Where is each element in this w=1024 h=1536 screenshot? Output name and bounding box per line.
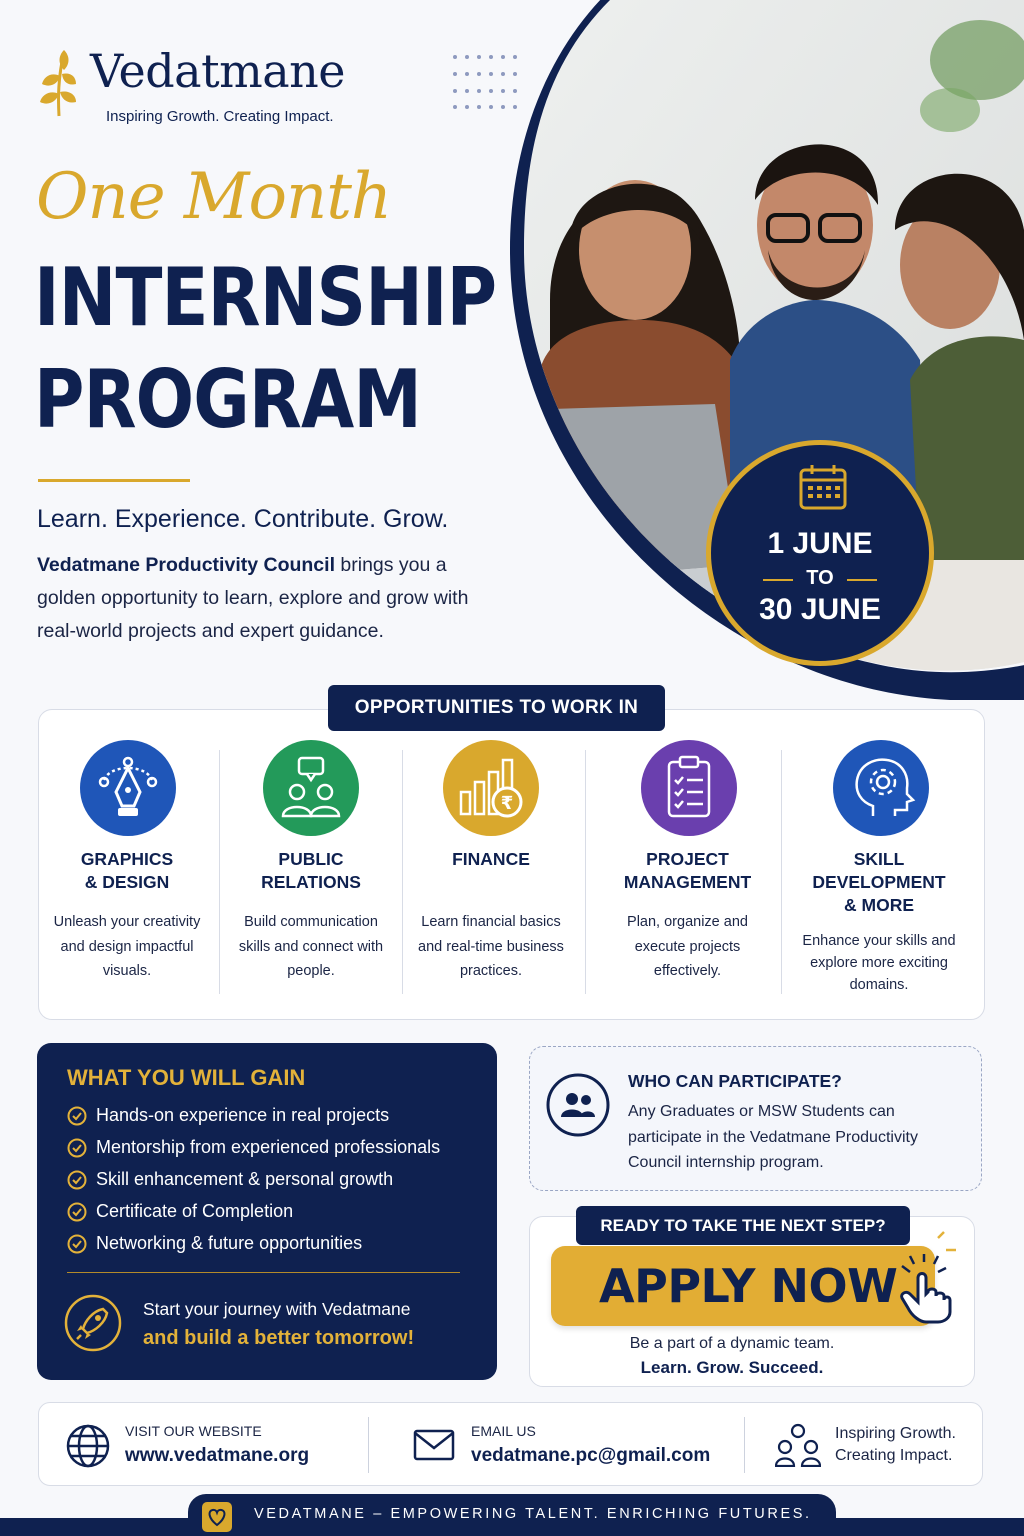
title-underline (38, 479, 190, 482)
brand-name: Vedatmane (90, 44, 345, 98)
date-end: 30 JUNE (759, 593, 881, 626)
opportunity-skill-development (796, 740, 962, 1000)
journey-highlight: and build a better tomorrow! (143, 1327, 415, 1349)
check-circle-icon (67, 1234, 87, 1254)
opportunity-project-management (600, 740, 775, 1000)
gain-item (67, 1231, 487, 1257)
opportunity-description: Enhance your skills and explore more exciting domains. (802, 933, 956, 993)
intro-org-name: Vedatmane Productivity Council (37, 554, 335, 576)
date-to-label: TO (806, 567, 834, 589)
gain-item (67, 1167, 487, 1193)
opportunity-title-line: PUBLIC (278, 849, 344, 869)
opportunity-title-line: & DESIGN (84, 872, 170, 892)
opportunity-title-line: DEVELOPMENT (812, 872, 946, 892)
intro-paragraph (37, 549, 507, 648)
website-link[interactable]: www.vedatmane.org (125, 1445, 310, 1466)
rocket-icon (63, 1293, 123, 1353)
eligibility-description: Any Graduates or MSW Students can participate in the Vedatmane Productivity Council internship program. (628, 1103, 918, 1171)
opportunities-heading: OPPORTUNITIES TO WORK IN (328, 685, 665, 731)
opportunity-title-line: GRAPHICS (80, 849, 174, 869)
finance-chart-icon (443, 740, 539, 836)
apply-subtext: Be a part of a dynamic team. (629, 1335, 835, 1352)
opportunity-title-line: PROJECT (646, 849, 729, 869)
website-label: VISIT OUR WEBSITE (125, 1423, 262, 1439)
gain-item (67, 1103, 487, 1129)
date-badge (706, 440, 934, 666)
opportunity-title (600, 848, 775, 894)
footer-banner (188, 1494, 836, 1536)
column-divider (781, 750, 782, 994)
intro-text: brings you a golden opportunity to learn, explore and grow with real-world projects and expert guidance. (37, 554, 469, 642)
date-separator (763, 567, 877, 593)
opportunity-description: Unleash your creativity and design impactful visuals. (53, 914, 201, 979)
gain-divider (67, 1272, 460, 1273)
opportunity-title-line: SKILL (853, 849, 905, 869)
opportunity-title-line: FINANCE (452, 849, 530, 869)
head-gear-icon (833, 740, 929, 836)
contact-tagline-line: Creating Impact. (835, 1447, 953, 1464)
title-program: PROGRAM (34, 353, 422, 446)
people-group-icon (775, 1423, 821, 1467)
gain-item-text: Certificate of Completion (96, 1201, 294, 1221)
opportunity-title (412, 848, 570, 871)
apply-now-button[interactable]: APPLY NOW (551, 1246, 935, 1326)
calendar-icon (798, 463, 848, 511)
apply-motto: Learn. Grow. Succeed. (640, 1358, 824, 1377)
eligibility-title: WHO CAN PARTICIPATE? (628, 1071, 842, 1091)
date-separator-line (847, 579, 877, 581)
journey-text: Start your journey with Vedatmane (143, 1299, 411, 1319)
gain-panel (37, 1043, 497, 1380)
column-divider (402, 750, 403, 994)
opportunity-title (228, 848, 394, 894)
title-internship: INTERNSHIP (34, 251, 497, 344)
gain-item-text: Networking & future opportunities (96, 1233, 363, 1253)
email-label: EMAIL US (471, 1423, 536, 1439)
contact-tagline-line: Inspiring Growth. (835, 1425, 956, 1442)
opportunity-title-line: RELATIONS (261, 872, 361, 892)
date-start: 1 JUNE (767, 527, 873, 560)
opportunity-graphics-design (42, 740, 212, 1000)
email-link[interactable]: vedatmane.pc@gmail.com (471, 1445, 711, 1466)
globe-icon (65, 1423, 111, 1469)
opportunity-description: Build communication skills and connect with people. (238, 914, 384, 979)
people-chat-icon (263, 740, 359, 836)
contact-divider (744, 1417, 745, 1473)
mail-icon (413, 1429, 455, 1461)
pointer-hand-icon (880, 1228, 960, 1324)
gain-item (67, 1135, 487, 1161)
gain-item (67, 1199, 487, 1225)
opportunity-title-line: MANAGEMENT (623, 872, 752, 892)
heart-logo-icon (202, 1502, 232, 1532)
slogan: Learn. Experience. Contribute. Grow. (37, 505, 449, 533)
brand-logo (36, 38, 456, 134)
brand-tagline: Inspiring Growth. Creating Impact. (106, 108, 334, 125)
column-divider (585, 750, 586, 994)
script-title: One Month (36, 160, 392, 234)
svg-text:₹: ₹ (500, 793, 514, 814)
decorative-dot-grid (452, 54, 518, 110)
column-divider (219, 750, 220, 994)
users-icon (546, 1073, 610, 1137)
footer-text: VEDATMANE – EMPOWERING TALENT. ENRICHING FUTURES. (254, 1506, 812, 1522)
contact-bar (38, 1402, 983, 1486)
opportunity-title-line: & MORE (844, 895, 914, 915)
opportunity-finance (412, 740, 570, 1000)
opportunity-public-relations (228, 740, 394, 1000)
check-circle-icon (67, 1106, 87, 1126)
opportunity-title (796, 848, 962, 917)
check-circle-icon (67, 1170, 87, 1190)
check-circle-icon (67, 1202, 87, 1222)
eligibility-card (529, 1046, 982, 1191)
opportunity-description: Plan, organize and execute projects effectively. (627, 914, 748, 979)
gain-item-text: Skill enhancement & personal growth (96, 1169, 394, 1189)
laurel-leaf-icon (36, 42, 82, 118)
gain-item-text: Mentorship from experienced professionals (96, 1137, 441, 1157)
gain-item-text: Hands-on experience in real projects (96, 1105, 390, 1125)
contact-tagline (835, 1423, 956, 1467)
contact-divider (368, 1417, 369, 1473)
opportunity-title (42, 848, 212, 894)
clipboard-checklist-icon (641, 740, 737, 836)
opportunity-description: Learn financial basics and real-time business practices. (418, 914, 564, 979)
next-step-label: READY TO TAKE THE NEXT STEP? (576, 1206, 910, 1245)
gain-title: WHAT YOU WILL GAIN (67, 1065, 306, 1090)
pen-tool-icon (80, 740, 176, 836)
check-circle-icon (67, 1138, 87, 1158)
